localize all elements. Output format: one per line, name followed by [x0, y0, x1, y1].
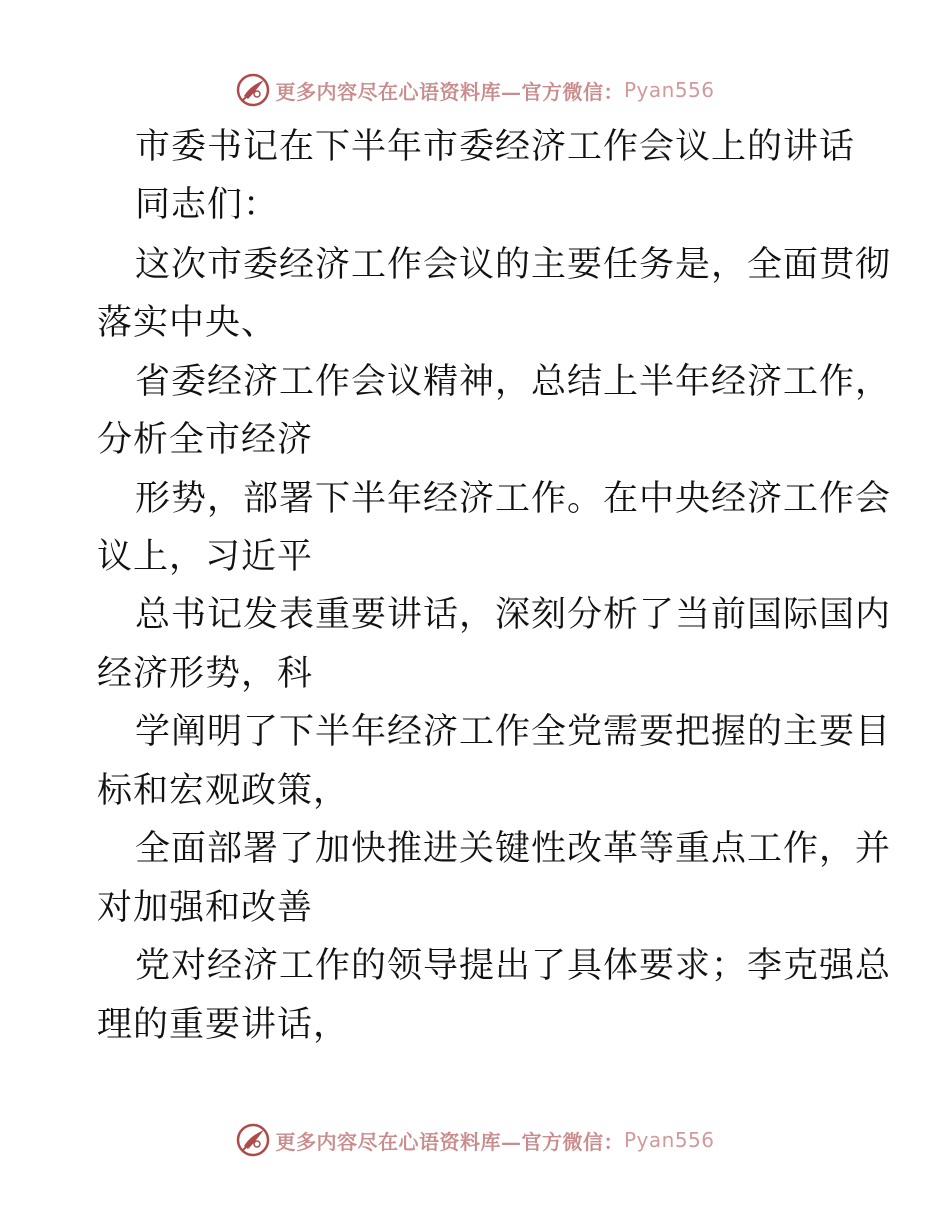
paragraph-line: 党对经济工作的领导提出了具体要求；李克强总 — [135, 946, 892, 986]
paragraph-line: 议上，习近平 — [97, 537, 314, 577]
paragraph-line: 全面部署了加快推进关键性改革等重点工作，并 — [135, 829, 892, 869]
paragraph-line: 这次市委经济工作会议的主要任务是，全面贯彻 — [135, 245, 892, 285]
paragraph-line: 理的重要讲话， — [97, 1005, 350, 1045]
paragraph-line: 分析全市经济 — [97, 420, 314, 460]
quill-seal-icon — [235, 1122, 271, 1158]
paragraph-line: 经济形势，科 — [97, 654, 314, 694]
watermark-wechat-id: Pyan556 — [623, 1128, 715, 1152]
header-watermark — [0, 68, 950, 112]
paragraph-line: 省委经济工作会议精神，总结上半年经济工作， — [135, 362, 892, 402]
watermark-text: 更多内容尽在心语资料库—官方微信： — [275, 79, 624, 104]
paragraph-line: 对加强和改善 — [97, 888, 314, 928]
salutation: 同志们： — [135, 185, 280, 225]
quill-seal-icon — [235, 72, 271, 108]
paragraph-line: 形势，部署下半年经济工作。在中央经济工作会 — [135, 479, 892, 519]
document-title: 市委书记在下半年市委经济工作会议上的讲话 — [135, 127, 856, 167]
paragraph-line: 总书记发表重要讲话，深刻分析了当前国际国内 — [135, 595, 892, 635]
paragraph-line: 标和宏观政策， — [97, 771, 350, 811]
paragraph-line: 落实中央、 — [97, 303, 278, 343]
paragraph-line: 学阐明了下半年经济工作全党需要把握的主要目 — [135, 712, 892, 752]
watermark-text: 更多内容尽在心语资料库—官方微信： — [275, 1129, 624, 1154]
watermark-wechat-id: Pyan556 — [623, 78, 715, 102]
footer-watermark — [0, 1118, 950, 1162]
